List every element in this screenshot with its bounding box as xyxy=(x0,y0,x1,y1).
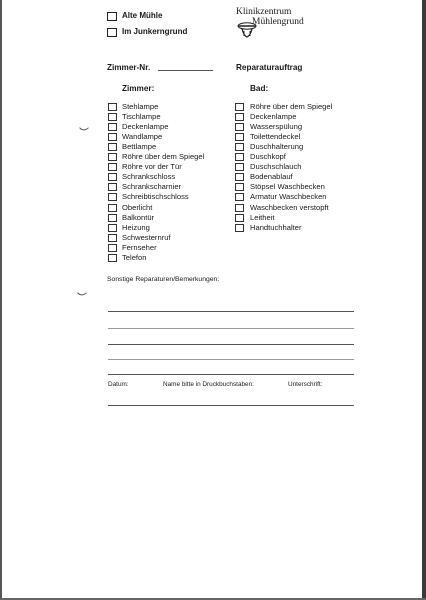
zimmer-checkbox[interactable] xyxy=(108,224,117,232)
zimmer-checkbox[interactable] xyxy=(108,143,117,151)
location-label-im-junkerngrund: Im Junkerngrund xyxy=(122,27,188,36)
bad-checkbox[interactable] xyxy=(235,113,244,121)
scan-border-left xyxy=(0,0,2,600)
bad-item-label: Duschkopf xyxy=(250,152,286,162)
bad-item-label: Deckenlampe xyxy=(250,112,297,122)
bad-checkbox[interactable] xyxy=(235,163,244,171)
zimmer-item-label: Balkontür xyxy=(122,212,155,222)
room-number-label: Zimmer-Nr. xyxy=(107,63,151,72)
bad-item-label: Bodenablauf xyxy=(250,172,293,182)
name-label: Name bitte in Druckbuchstaben: xyxy=(163,381,254,388)
zimmer-checkbox[interactable] xyxy=(108,193,117,201)
bad-checkbox[interactable] xyxy=(235,133,244,141)
zimmer-item-label: Wandlampe xyxy=(122,132,163,142)
bad-item-label: Handtuchhalter xyxy=(250,222,302,232)
scan-border-right xyxy=(422,0,426,600)
zimmer-checkbox[interactable] xyxy=(108,133,117,141)
bad-heading: Bad: xyxy=(250,84,269,93)
zimmer-item-label: Telefon xyxy=(122,252,147,262)
logo-mill-icon xyxy=(234,18,260,40)
remarks-line-1[interactable] xyxy=(108,311,354,312)
zimmer-item-label: Röhre über dem Spiegel xyxy=(122,152,205,162)
bad-item-label: Stöpsel Waschbecken xyxy=(250,182,325,192)
zimmer-checkbox[interactable] xyxy=(108,153,117,161)
zimmer-checkbox[interactable] xyxy=(108,204,117,212)
footer-signature-line[interactable] xyxy=(108,405,354,406)
checkbox-im-junkerngrund[interactable] xyxy=(107,28,117,37)
bad-checkbox[interactable] xyxy=(235,193,244,201)
form-title: Reparaturauftrag xyxy=(236,63,303,72)
zimmer-item-label: Heizung xyxy=(122,222,150,232)
zimmer-checkbox[interactable] xyxy=(108,173,117,181)
zimmer-checkbox[interactable] xyxy=(108,234,117,242)
logo-name-line2: Mühlengrund xyxy=(252,17,304,27)
zimmer-checkbox[interactable] xyxy=(108,214,117,222)
zimmer-item-label: Oberlicht xyxy=(122,202,153,212)
remarks-line-3[interactable] xyxy=(108,344,354,345)
logo-name-line1: Klinikzentrum xyxy=(236,7,292,17)
zimmer-item-label: Deckenlampe xyxy=(122,122,169,132)
bad-checkbox[interactable] xyxy=(235,224,244,232)
bad-item-label: Röhre über dem Spiegel xyxy=(250,102,333,111)
zimmer-checkbox[interactable] xyxy=(108,244,117,252)
zimmer-item-label: Fernseher xyxy=(122,242,157,252)
remarks-label: Sonstige Reparaturen/Bemerkungen: xyxy=(107,276,220,283)
zimmer-heading: Zimmer: xyxy=(122,84,155,93)
zimmer-item-label: Schreibtischschloss xyxy=(122,192,189,202)
bad-checkbox[interactable] xyxy=(235,103,244,111)
remarks-line-2[interactable] xyxy=(108,328,354,329)
remarks-line-5[interactable] xyxy=(108,374,354,375)
room-number-field[interactable] xyxy=(158,70,213,71)
bad-item-label: Toilettendeckel xyxy=(250,132,301,142)
zimmer-item-label: Schwesternruf xyxy=(122,232,171,242)
bad-checkbox[interactable] xyxy=(235,204,244,212)
zimmer-checkbox[interactable] xyxy=(108,183,117,191)
zimmer-item-label: Stehlampe xyxy=(122,102,159,111)
zimmer-item-label: Bettlampe xyxy=(122,142,157,152)
zimmer-checkbox[interactable] xyxy=(108,113,117,121)
bad-checkbox[interactable] xyxy=(235,153,244,161)
zimmer-checkbox[interactable] xyxy=(108,103,117,111)
bad-item-label: Armatur Waschbecken xyxy=(250,192,327,202)
location-label-alte-muehle: Alte Mühle xyxy=(122,11,163,20)
date-label: Datum: xyxy=(108,381,129,388)
zimmer-item-label: Schrankschloss xyxy=(122,172,176,182)
bad-item-label: Leitheit xyxy=(250,212,275,222)
bad-checkbox[interactable] xyxy=(235,214,244,222)
bad-item-label: Waschbecken verstopft xyxy=(250,202,329,212)
zimmer-checkbox[interactable] xyxy=(108,123,117,131)
zimmer-item-label: Schrankscharnier xyxy=(122,182,182,192)
bad-checkbox[interactable] xyxy=(235,173,244,181)
bad-checkbox[interactable] xyxy=(235,183,244,191)
bad-item-label: Wasserspülung xyxy=(250,122,303,132)
signature-label: Unterschrift: xyxy=(288,381,323,388)
zimmer-checkbox[interactable] xyxy=(108,163,117,171)
zimmer-item-label: Tischlampe xyxy=(122,112,161,122)
zimmer-item-label: Röhre vor der Tür xyxy=(122,162,182,172)
bad-checkbox[interactable] xyxy=(235,123,244,131)
checkbox-alte-muehle[interactable] xyxy=(107,12,117,21)
bad-item-label: Duschschlauch xyxy=(250,162,302,172)
zimmer-checkbox[interactable] xyxy=(108,254,117,262)
bad-checkbox[interactable] xyxy=(235,143,244,151)
bad-item-label: Duschhalterung xyxy=(250,142,304,152)
remarks-line-4[interactable] xyxy=(108,359,354,360)
